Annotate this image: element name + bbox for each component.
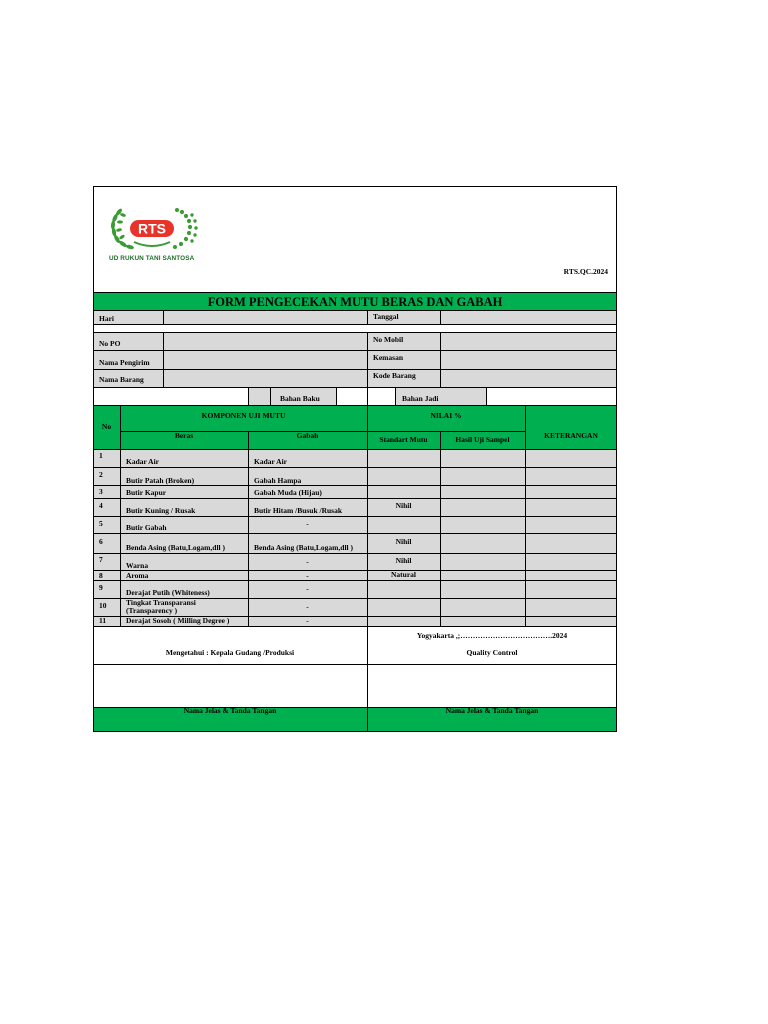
label-hari: Hari (99, 314, 114, 323)
row-no: 8 (99, 571, 103, 580)
header-standart-mutu: Standart Mutu (379, 435, 428, 444)
row-gabah: - (306, 519, 309, 528)
label-nama-pengirim: Nama Pengirim (99, 358, 150, 367)
signature-area-left[interactable] (94, 665, 366, 707)
signature-area-right[interactable] (368, 665, 616, 707)
input-kemasan[interactable] (441, 351, 617, 369)
row-beras: Aroma (126, 571, 149, 580)
row-beras: Warna (126, 561, 149, 570)
input-tanggal[interactable] (441, 311, 617, 324)
row-beras: Benda Asing (Batu,Logam,dll ) (126, 543, 225, 552)
row-beras: Kadar Air (126, 457, 159, 466)
header-komponen: KOMPONEN UJI MUTU (201, 411, 286, 420)
row-gabah: - (306, 616, 309, 625)
rice-wreath-icon (107, 204, 203, 252)
row-no: 10 (99, 601, 107, 610)
row-gabah: Kadar Air (254, 457, 287, 466)
signature-label-left: Nama Jelas & Tanda Tangan (183, 706, 277, 715)
form-title: FORM PENGECEKAN MUTU BERAS DAN GABAH (207, 295, 503, 309)
row-no: 6 (99, 537, 103, 546)
row-gabah: - (306, 584, 309, 593)
label-no-mobil: No Mobil (373, 335, 404, 344)
row-beras: Butir Patah (Broken) (126, 476, 195, 485)
quality-control-label: Quality Control (466, 648, 518, 657)
document-code: RTS.QC.2024 (563, 267, 608, 276)
label-bahan-jadi: Bahan Jadi (402, 394, 439, 403)
label-no-po: No PO (99, 339, 121, 348)
input-nama-pengirim[interactable] (164, 351, 367, 369)
svg-text:RTS: RTS (138, 220, 166, 237)
row-no: 9 (99, 583, 103, 592)
header-gabah: Gabah (296, 431, 319, 440)
input-hari[interactable] (164, 311, 367, 324)
row-gabah: - (306, 571, 309, 580)
input-no-po[interactable] (164, 333, 367, 350)
signature-label-right: Nama Jelas & Tanda Tangan (445, 706, 539, 715)
row-no: 7 (99, 555, 103, 564)
company-logo (107, 204, 203, 266)
row-standart: Nihil (395, 556, 412, 565)
label-kode-barang: Kode Barang (373, 371, 416, 380)
row-standart: Nihil (395, 537, 412, 546)
header-hasil-uji: Hasil Uji Sampel (455, 435, 510, 444)
header-keterangan: KETERANGAN (544, 431, 598, 440)
header-nilai: NILAI % (430, 411, 462, 420)
place-date: Yogyakarta ,;……………………………….2024 (416, 631, 568, 640)
row-beras: Tingkat Transparansi (Transparency ) (126, 598, 196, 615)
label-tanggal: Tanggal (373, 312, 399, 321)
row-beras: Butir Kuning / Rusak (126, 506, 196, 515)
company-name: UD RUKUN TANI SANTOSA (109, 255, 195, 262)
mengetahui-label: Mengetahui : Kepala Gudang /Produksi (165, 648, 295, 657)
row-standart: Nihil (395, 501, 412, 510)
row-beras: Butir Gabah (126, 523, 167, 532)
row-gabah: Gabah Hampa (254, 476, 302, 485)
header-no: No (101, 422, 112, 431)
label-nama-barang: Nama Barang (99, 375, 144, 384)
row-gabah: - (306, 602, 309, 611)
label-kemasan: Kemasan (373, 353, 403, 362)
checkbox-bahan-jadi[interactable] (368, 388, 395, 405)
row-no: 3 (99, 487, 103, 496)
row-beras: Derajat Sosoh ( Milling Degree ) (126, 616, 230, 625)
row-standart: Natural (391, 570, 416, 579)
row-gabah: Butir Hitam /Busuk /Rusak (254, 506, 343, 515)
row-no: 2 (99, 470, 103, 479)
row-gabah: - (306, 557, 309, 566)
row-gabah: Gabah Muda (Hijau) (254, 488, 322, 497)
row-beras: Derajat Putih (Whiteness) (126, 588, 210, 597)
input-kode-barang[interactable] (441, 370, 617, 387)
row-no: 5 (99, 519, 103, 528)
form-sheet (93, 186, 617, 732)
row-no: 11 (99, 616, 107, 625)
row-gabah: Benda Asing (Batu,Logam,dll ) (254, 543, 353, 552)
input-nama-barang[interactable] (164, 370, 367, 387)
row-beras: Butir Kapur (126, 488, 167, 497)
header-beras: Beras (174, 431, 194, 440)
row-no: 4 (99, 501, 103, 510)
checkbox-bahan-baku[interactable] (249, 388, 270, 405)
row-no: 1 (99, 451, 103, 460)
input-no-mobil[interactable] (441, 333, 617, 350)
label-bahan-baku: Bahan Baku (280, 394, 320, 403)
